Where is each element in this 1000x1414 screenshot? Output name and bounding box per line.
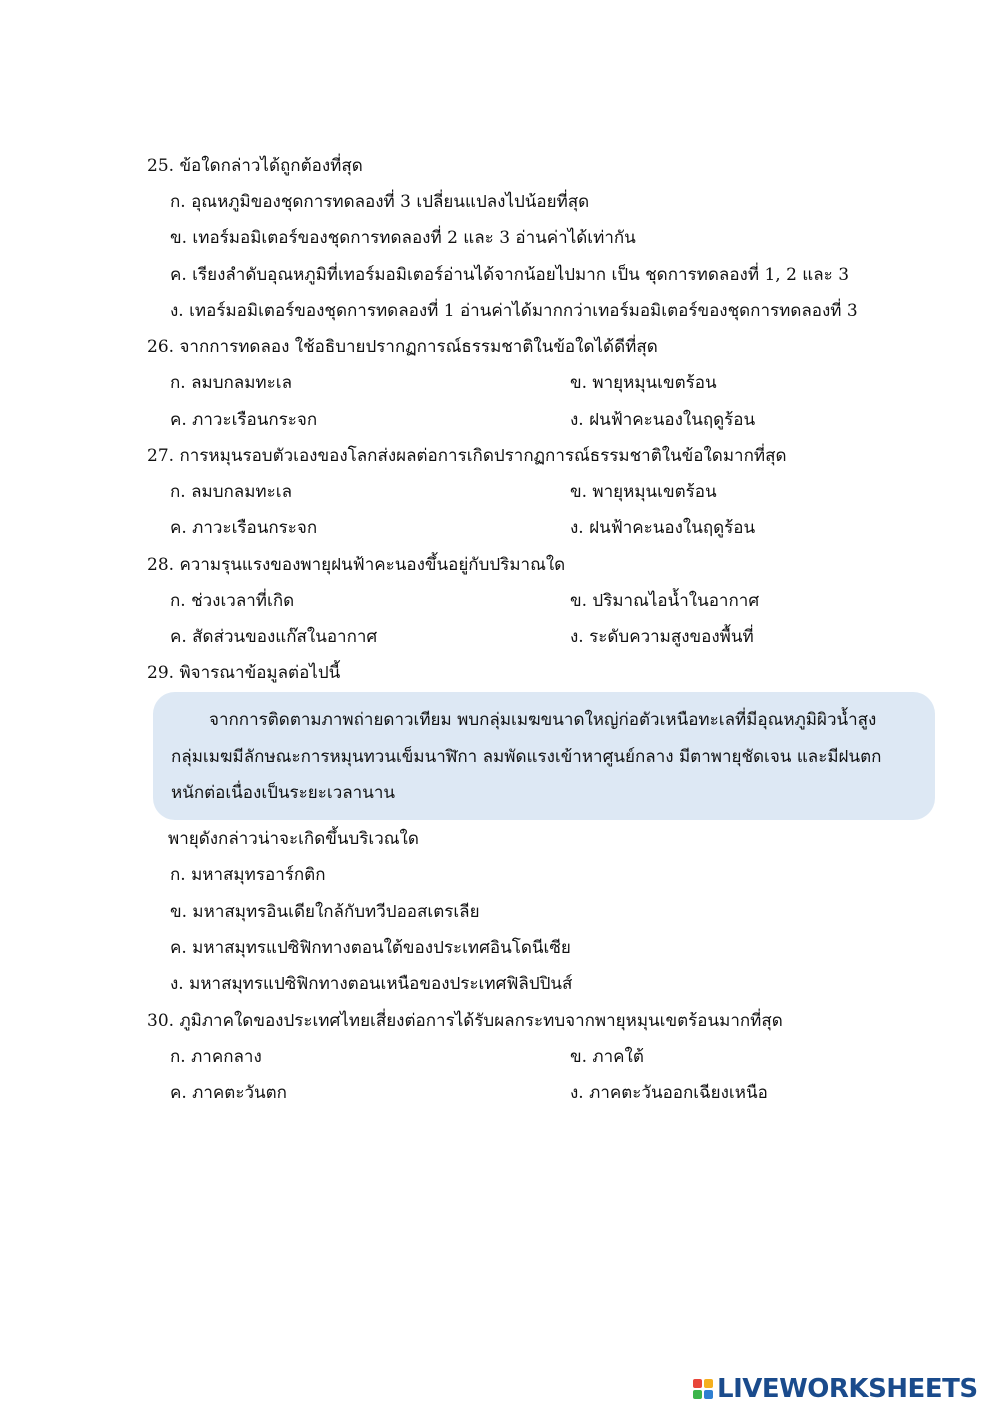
question-28-option-c[interactable]: ค. สัดส่วนของแก๊สในอากาศ	[170, 627, 378, 647]
brand-name: LIVEWORKSHEETS	[717, 1374, 978, 1404]
question-25-option-a[interactable]: ก. อุณหภูมิของชุดการทดลองที่ 3 เปลี่ยนแปลงไปน้อยที่สุด	[170, 192, 590, 212]
info-line-1: จากการติดตามภาพถ่ายดาวเทียม พบกลุ่มเมฆขนาดใหญ่ก่อตัวเหนือทะเลที่มีอุณหภูมิผิวน้ำสูง	[209, 710, 877, 730]
question-28-option-b[interactable]: ข. ปริมาณไอน้ำในอากาศ	[570, 591, 760, 611]
logo-square-2	[704, 1379, 713, 1388]
info-line-3: หนักต่อเนื่องเป็นระยะเวลานาน	[171, 783, 395, 803]
liveworksheets-logo-icon	[692, 1378, 714, 1400]
question-30-option-d[interactable]: ง. ภาคตะวันออกเฉียงเหนือ	[570, 1083, 768, 1103]
question-26-option-b[interactable]: ข. พายุหมุนเขตร้อน	[570, 373, 717, 393]
question-29-option-a[interactable]: ก. มหาสมุทรอาร์กติก	[170, 865, 326, 885]
question-28-option-a[interactable]: ก. ช่วงเวลาที่เกิด	[170, 591, 295, 611]
question-27-stem: 27. การหมุนรอบตัวเองของโลกส่งผลต่อการเกิดปรากฏการณ์ธรรมชาติในข้อใดมากที่สุด	[147, 446, 787, 466]
question-29-option-c[interactable]: ค. มหาสมุทรแปซิฟิกทางตอนใต้ของประเทศอินโดนีเซีย	[170, 938, 571, 958]
question-29-option-b[interactable]: ข. มหาสมุทรอินเดียใกล้กับทวีปออสเตรเลีย	[170, 902, 480, 922]
question-29-sub-question: พายุดังกล่าวน่าจะเกิดขึ้นบริเวณใด	[168, 829, 419, 849]
question-28-stem: 28. ความรุนแรงของพายุฝนฟ้าคะนองขึ้นอยู่กับปริมาณใด	[147, 555, 566, 575]
logo-square-1	[693, 1379, 702, 1388]
question-26-option-c[interactable]: ค. ภาวะเรือนกระจก	[170, 410, 318, 430]
question-25-stem: 25. ข้อใดกล่าวได้ถูกต้องที่สุด	[147, 156, 363, 176]
liveworksheets-brand	[692, 1374, 978, 1404]
question-29-option-d[interactable]: ง. มหาสมุทรแปซิฟิกทางตอนเหนือของประเทศฟิลิปปินส์	[170, 974, 573, 994]
question-25-option-c[interactable]: ค. เรียงลำดับอุณหภูมิที่เทอร์มอมิเตอร์อ่านได้จากน้อยไปมาก เป็น ชุดการทดลองที่ 1, 2 และ 3	[170, 265, 850, 285]
question-26-stem: 26. จากการทดลอง ใช้อธิบายปรากฏการณ์ธรรมชาติในข้อใดได้ดีที่สุด	[147, 337, 658, 357]
question-27-option-d[interactable]: ง. ฝนฟ้าคะนองในฤดูร้อน	[570, 518, 756, 538]
question-27-option-c[interactable]: ค. ภาวะเรือนกระจก	[170, 518, 318, 538]
question-26-option-a[interactable]: ก. ลมบกลมทะเล	[170, 373, 292, 393]
question-28-option-d[interactable]: ง. ระดับความสูงของพื้นที่	[570, 627, 754, 647]
logo-square-3	[693, 1390, 702, 1399]
question-27-option-a[interactable]: ก. ลมบกลมทะเล	[170, 482, 292, 502]
question-26-option-d[interactable]: ง. ฝนฟ้าคะนองในฤดูร้อน	[570, 410, 756, 430]
question-30-option-c[interactable]: ค. ภาคตะวันตก	[170, 1083, 287, 1103]
logo-square-4	[704, 1390, 713, 1399]
question-27-option-b[interactable]: ข. พายุหมุนเขตร้อน	[570, 482, 717, 502]
question-30-option-a[interactable]: ก. ภาคกลาง	[170, 1047, 262, 1067]
question-30-option-b[interactable]: ข. ภาคใต้	[570, 1047, 644, 1067]
question-25-option-b[interactable]: ข. เทอร์มอมิเตอร์ของชุดการทดลองที่ 2 และ 3 อ่านค่าได้เท่ากัน	[170, 228, 636, 248]
info-line-2: กลุ่มเมฆมีลักษณะการหมุนทวนเข็มนาฬิกา ลมพัดแรงเข้าหาศูนย์กลาง มีตาพายุชัดเจน และมีฝนตก	[171, 747, 882, 767]
question-29-info-box	[153, 692, 935, 820]
question-30-stem: 30. ภูมิภาคใดของประเทศไทยเสี่ยงต่อการได้รับผลกระทบจากพายุหมุนเขตร้อนมากที่สุด	[147, 1011, 783, 1031]
question-25-option-d[interactable]: ง. เทอร์มอมิเตอร์ของชุดการทดลองที่ 1 อ่านค่าได้มากกว่าเทอร์มอมิเตอร์ของชุดการทดลองที่ 3	[170, 301, 858, 321]
question-29-stem: 29. พิจารณาข้อมูลต่อไปนี้	[147, 663, 341, 683]
